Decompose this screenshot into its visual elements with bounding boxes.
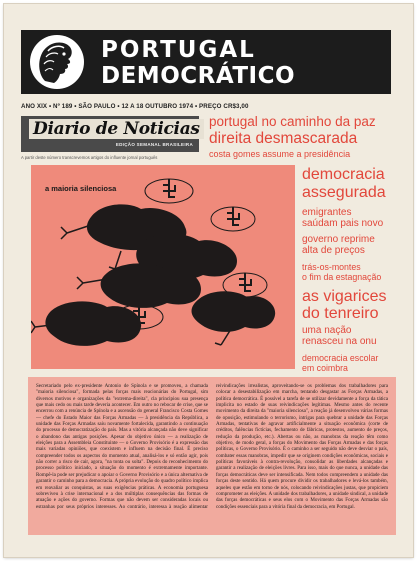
dn-title: Diario de Noticias bbox=[29, 119, 204, 139]
headline-2: direita desmascarada bbox=[209, 130, 358, 147]
cartoon-drawing bbox=[31, 165, 295, 369]
headline-13: do tenreiro bbox=[302, 305, 379, 322]
issue-info: ANO XIX • Nº 189 • SÃO PAULO • 12 A 18 OUTUBRO 1974 • PREÇO CR$3,00 bbox=[21, 103, 249, 110]
headline-14: uma nação bbox=[302, 325, 352, 336]
headline-10: trás-os-montes bbox=[302, 262, 361, 272]
headline-4: democracia bbox=[302, 166, 385, 183]
headline-16: democracia escolar bbox=[302, 353, 379, 363]
headline-9: alta de preços bbox=[302, 245, 365, 256]
cartoon-illustration bbox=[31, 165, 295, 369]
article-body: Secretariado pelo ex-presidente Antonio de Spínola e se promoveu, a chamada "maioria silenciosa", formada pelas forças mais reacionárias do Portugal, sim diversos motivos e organizações da "extrema-direita", cla principiou sua presença que mais cedo ou mais tarde deveria acontecer. Em outro no rebocar de crise, que se encerrou com a renúncia de Spínola e a ascensão do general Francisco Costa Gomes — chefe do Estado Maior das Forças Armadas — à presidência da República, a unidade das Forças Armadas saiu novamente fortalecida, garantindo a continuação do processo de democratização do país. Mas a vitória alcançada não deve significar o abandono das antigas posições. Apesar do objetivo único — a realização de eleições para a Assembleia Constituinte — o Governo Provisório é a expressão das mais variadas opiniões, que coexistem e influem na decisão final. É preciso compreender todos os aspectos do momento atual, analisá-los e só então agir, pois não correr a risco de cair, agora, "na tonta ou solta". Depois do reconhecimento do processo político iniciado, a situação do momento é extremamente importante. Rompê-la pode ser prejudicar o apoiar o Governo Provisório e a única alternativa de garantir o caminho para a democracia. A própria evolução do quadro político implica em reavaliar as conquistas, as suas exigências práticas. A economia portuguesa sobreviveu à crise internacional e a dos múltiplas consequências das formas de atuação e ações do governo. Formas que não devem ser consideradas locais ou estranhas por seus próprios interesses. Ao contrário, interessa à reação alimentar reivindicações irrealistas, aproveitando-se os problemas dos trabalhadores para colocar a desestabilização em marcha, tentando desgastar as Forças Armadas, a política democrática. É possível a tarefa de se utilizar devidamente a força da tática implicita no estado de suas reivindicações legítimas. Mesmo antes do recente movimento da direita da "maioria silenciosa", a reação já desenvolveu várias formas de oposição, estimulando o terrorismo, intrigas para quebrar a unidade das Forças Armadas, tentativas de agravar artificialmente a situação econômica (corte de créditos, falências fictícias, fechamento de fábricas, protestos, aumento de preços, redução da produção, etc.). Abertas ou não, as manobras da reação têm como objetivo, de modo geral, a forças do Movimento das Forças Armadas e das forças políticas, o Governo Provisório. É o caminho a ser seguido não deve desviar o país, combater essas manobras, impedir que se originem condições econômicas, sociais e políticas favoráveis à contra-revolução, consolidar as liberdades alcançadas e garantir a realização de eleições livres. Para isso, mais do que nunca, a unidade das forças democráticas deve ser intensificada. Nem todos compreendem a unidade das forças deste sentido. Há quem procure dividir os trabalhadores e levá-los também, aqueles que estão em torno de nós, colocando reivindicações justas, que propiciem comprometer as eleições. A unidade dos trabalhadores, a unidade sindical, a unidade das forças democráticas e seus elos com o Movimento das Forças Armadas são condições essenciais para a vitória final da democracia, em Portugal. bbox=[36, 383, 388, 510]
dn-subtitle: EDIÇÃO SEMANAL BRASILEIRA bbox=[115, 142, 193, 147]
headline-1: portugal no caminho da paz bbox=[209, 114, 376, 129]
headline-3: costa gomes assume a presidência bbox=[209, 149, 351, 159]
headline-5: assegurada bbox=[302, 184, 386, 201]
headline-15: renasceu na onu bbox=[302, 336, 377, 347]
cartoon-caption: a maioria silenciosa bbox=[45, 184, 117, 193]
masthead bbox=[21, 30, 391, 94]
headline-17: em coimbra bbox=[302, 363, 348, 373]
masthead-title-line2: DEMOCRÁTICO bbox=[101, 63, 296, 89]
newspaper-page bbox=[4, 4, 413, 557]
dn-note: A partir deste número transcrevemos artigos do influente jornal português bbox=[21, 155, 158, 160]
headline-11: o fim da estagnação bbox=[302, 272, 382, 282]
headline-7: saúdam pais novo bbox=[302, 218, 384, 229]
masthead-title-line1: PORTUGAL bbox=[101, 37, 256, 63]
dn-banner bbox=[21, 116, 199, 152]
article-box bbox=[28, 377, 396, 535]
headline-8: governo reprime bbox=[302, 234, 375, 245]
headline-12: as vigarices bbox=[302, 288, 387, 305]
profile-head-icon bbox=[27, 33, 87, 91]
headline-6: emigrantes bbox=[302, 207, 352, 218]
